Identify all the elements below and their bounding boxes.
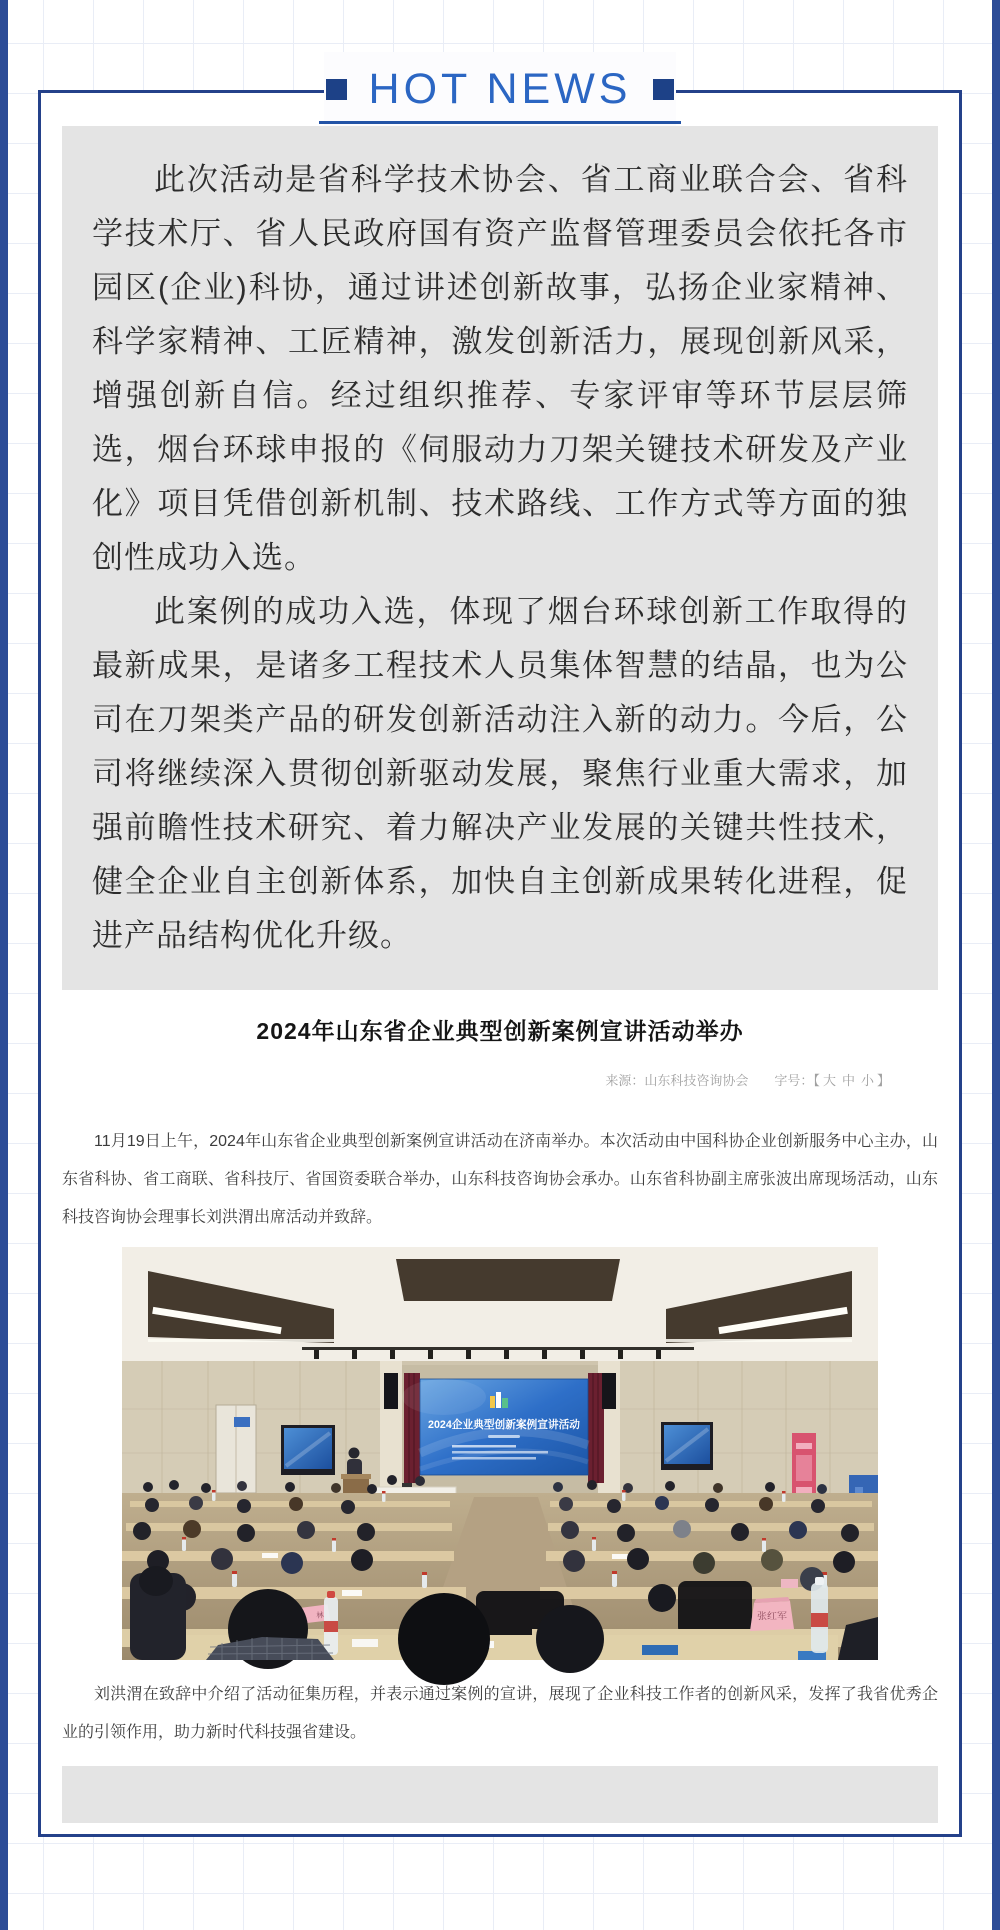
blue-folder: [642, 1645, 678, 1655]
decor-square-right-icon: [653, 79, 674, 100]
name-card-left-text: 林: [316, 1610, 324, 1620]
font-size-label: 字号：: [774, 1073, 814, 1088]
font-size-option-medium[interactable]: 中: [841, 1073, 855, 1088]
article-title: 2024年山东省企业典型创新案例宣讲活动举办: [256, 1018, 744, 1044]
hot-news-underline: [319, 121, 681, 124]
speaker-right: [602, 1373, 616, 1409]
font-size-bracket-open: 【: [813, 1073, 820, 1088]
name-card-small: [781, 1579, 798, 1588]
left-accent-bar: [0, 0, 8, 1930]
side-tv-left: [281, 1425, 335, 1475]
speaker-left: [384, 1373, 398, 1409]
summary-box: [62, 126, 938, 990]
decor-square-left-icon: [326, 79, 347, 100]
bottom-gray-strip: [62, 1766, 938, 1823]
name-card-right-text: 张红军: [757, 1611, 785, 1621]
screen-title-text: 2024企业典型创新案例宣讲活动: [428, 1419, 585, 1431]
door: [216, 1405, 256, 1493]
article-paragraph-2: 刘洪渭在致辞中介绍了活动征集历程，并表示通过案例的宣讲，展现了企业科技工作者的创新风采，发挥了我省优秀企业的引领作用，助力新时代科技强省建设。: [62, 1686, 938, 1741]
photo-audience: [122, 1480, 878, 1685]
source-label: 来源：: [605, 1073, 645, 1088]
font-size-bracket-close: 】: [876, 1073, 890, 1088]
stage-screen: [402, 1379, 588, 1475]
summary-paragraph-2: 此案例的成功入选，体现了烟台环球创新工作取得的最新成果，是诸多工程技术人员集体智慧的结晶，也为公司在刀架类产品的研发创新活动注入新的动力。今后，公司将继续深入贯彻创新驱动发展，聚焦行业重大需求，加强前瞻性技术研究、着力解决产业发展的关键共性技术，健全企业自主创新体系，加快自主创新成果转化进程，促进产品结构优化升级。: [92, 594, 908, 953]
conference-photo: [122, 1247, 878, 1660]
hot-news-frame: [38, 64, 962, 1837]
photo-ceiling: [122, 1247, 878, 1365]
font-size-option-small[interactable]: 小: [860, 1073, 874, 1088]
source-value: 山东科技咨询协会: [644, 1073, 749, 1088]
hot-news-header: [324, 52, 676, 126]
right-accent-bar: [992, 0, 1000, 1930]
hot-news-title: HOT NEWS: [368, 64, 632, 113]
foreground-bottle-right: [811, 1577, 828, 1653]
article-meta: [62, 1070, 938, 1089]
embedded-article: [62, 990, 938, 1845]
curtain-right: [588, 1373, 604, 1483]
font-size-option-large[interactable]: 大: [822, 1073, 836, 1088]
mesh-chair: [678, 1581, 752, 1635]
article-paragraph-1: 11月19日上午，2024年山东省企业典型创新案例宣讲活动在济南举办。本次活动由中国科协企业创新服务中心主办，山东省科协、省工商联、省科技厅、省国资委联合举办，山东科技咨询协会承办。山东省科协副主席张波出席现场活动，山东科技咨询协会理事长刘洪渭出席活动并致辞。: [62, 1133, 938, 1226]
conference-photo-svg: [122, 1247, 878, 1660]
summary-paragraph-1: 此次活动是省科学技术协会、省工商业联合会、省科学技术厅、省人民政府国有资产监督管理委员会依托各市园区(企业)科协，通过讲述创新故事，弘扬企业家精神、科学家精神、工匠精神，激发创新活力，展现创新风采，增强创新自信。经过组织推荐、专家评审等环节层层筛选，烟台环球申报的《伺服动力刀架关键技术研发及产业化》项目凭借创新机制、技术路线、工作方式等方面的独创性成功入选。: [92, 162, 908, 575]
light-track: [302, 1347, 694, 1350]
name-card-right: [750, 1597, 794, 1631]
side-tv-right: [661, 1422, 713, 1470]
door-sign: [234, 1417, 250, 1427]
